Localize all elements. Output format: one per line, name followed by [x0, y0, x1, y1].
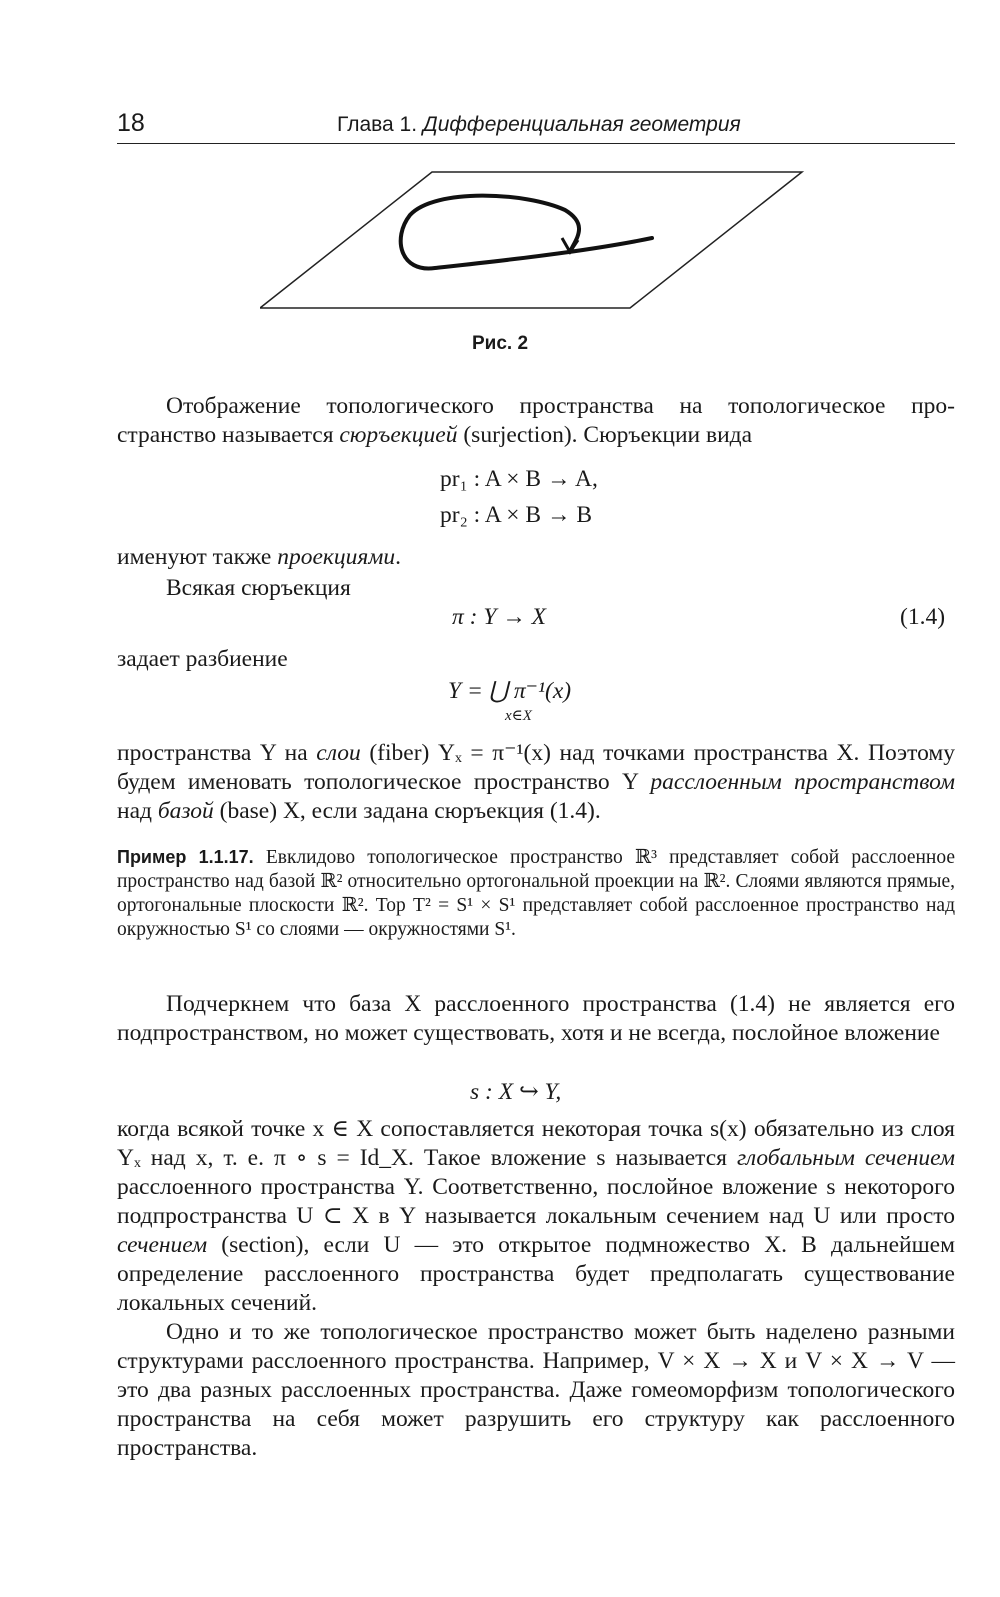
formula-union-subscript: x∈X [505, 708, 532, 724]
p4-text: задает разбиение [117, 646, 288, 672]
paragraph-partition [117, 645, 955, 674]
formula-union: Y = ⋃ π⁻¹(x) [448, 678, 572, 704]
p8-text: Одно и то же топологическое пространство может быть наделено разными структурами расслоенного пространства. Например, V × X → X и V × X → V — это два разных расслоенных пространства. Даже гомеоморфизм топологического пространства на себя может разрушить его структуру как расслоенного пространства. [117, 1319, 955, 1461]
p7-text-c: (section), если U — это открытое подмножество X. В дальнейшем определение расслоенного пространства будет предполагать существование локальных сечений. [117, 1232, 955, 1316]
formula-pr2: pr₂ : A × B → B [440, 502, 593, 528]
paragraph-structures [117, 1318, 955, 1463]
paragraph-sections [117, 1115, 955, 1318]
term-base: базой [157, 798, 214, 824]
p1-text-c: (surjection). Сюръекции вида [457, 422, 753, 448]
figure-plane-curve [260, 170, 820, 320]
p5-text-b: (fiber) Yₓ = π⁻¹(x) над точками пространства X. [360, 740, 860, 766]
figure-caption: Рис. 2 [471, 333, 529, 354]
term-section: сечением [117, 1232, 208, 1258]
paragraph-surjection [117, 392, 955, 450]
p5-text-c: Поэтому будем именовать топологическое пространство Y [117, 740, 955, 795]
example-text: Евклидово топологическое пространство ℝ³ представляет собой расслоенное пространство над базой ℝ² относительно ортогональной проекции на ℝ². Слоями являются прямые, ортогональные плоскости ℝ². Тор T² = S¹ × S¹ представляет собой расслоенное пространство над окружностью S¹ со слоями — окружностями S¹. [117, 847, 955, 940]
p3-text: Всякая сюръекция [166, 575, 351, 601]
paragraph-projections [117, 543, 955, 572]
paragraph-base-embedding [117, 990, 955, 1048]
p1-text-b: странство называется [117, 422, 340, 448]
running-header [117, 107, 955, 144]
term-fibered-space: расслоенным пространством [650, 769, 955, 795]
fiber-curve [401, 196, 652, 269]
p6-text: Подчеркнем что база X расслоенного пространства (1.4) не является его подпространством, но может существовать, хотя и не всегда, послойное вложение [117, 991, 955, 1046]
formula-pi: π : Y → X [452, 604, 547, 630]
paragraph-any-surjection [117, 574, 955, 603]
formula-pr1: pr₁ : A × B → A, [440, 466, 598, 492]
example-label: Пример 1.1.17. [117, 847, 254, 867]
chapter-title: Дифференциальная геометрия [422, 113, 741, 136]
example-1-1-17 [117, 845, 955, 942]
p5-text-e: (base) X, если задана сюръекция (1.4). [213, 798, 601, 824]
p7-text-b: расслоенного пространства Y. Соответственно, послойное вложение s некоторого подпространства U ⊂ X в Y называется локальным сечением над U или просто [117, 1174, 955, 1229]
chapter-prefix: Глава 1. [337, 113, 418, 136]
p5-text-d: над [117, 798, 158, 824]
p7-text-a: когда всякой точке x ∈ X сопоставляется некоторая точка s(x) обязательно из слоя Yₓ над x, т. е. π ∘ s = Id_X. Такое вложение s называется [117, 1116, 955, 1171]
p1-text-a: Отображение топологического пространства на топологическое про- [166, 393, 955, 419]
p2-text-a: именуют также [117, 544, 278, 570]
term-fibers: слои [316, 740, 361, 766]
term-global-section: глобальным сечением [736, 1145, 955, 1171]
term-surjection: сюръекцией [339, 422, 458, 448]
paragraph-fibers [117, 739, 955, 826]
term-projections: проекциями [277, 544, 396, 570]
formula-section: s : X ↪ Y, [470, 1079, 562, 1105]
equation-number: (1.4) [900, 604, 946, 630]
p2-text-b: . [395, 544, 401, 570]
plane-parallelogram [260, 172, 802, 308]
page-number: 18 [117, 109, 145, 137]
chapter-heading [337, 113, 741, 137]
p5-text-a: пространства Y на [117, 740, 317, 766]
